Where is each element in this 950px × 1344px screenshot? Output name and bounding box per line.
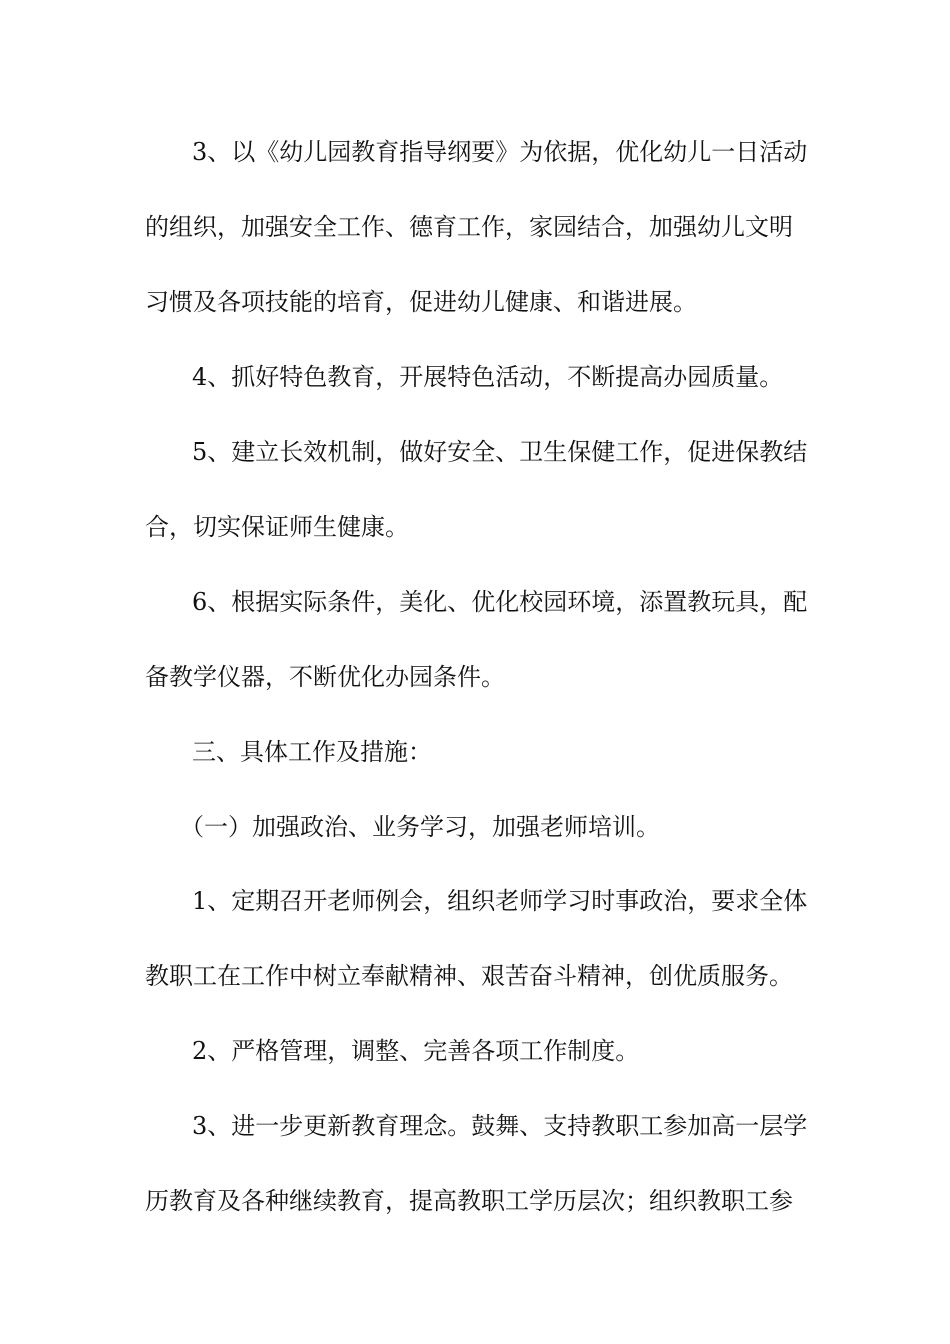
item-1-line-2: 教职工在工作中树立奉献精神、艰苦奋斗精神，创优质服务。 <box>145 962 793 990</box>
item-2: 2、严格管理，调整、完善各项工作制度。 <box>192 1037 640 1065</box>
paragraph-5-line-1: 5、建立长效机制，做好安全、卫生保健工作，促进保教结 <box>192 438 808 466</box>
paragraph-3-line-1: 3、以《幼儿园教育指导纲要》为依据，优化幼儿一日活动 <box>192 138 808 166</box>
paragraph-6-line-2: 备教学仪器，不断优化办园条件。 <box>145 663 505 691</box>
item-3-line-1: 3、进一步更新教育理念。鼓舞、支持教职工参加高一层学 <box>192 1112 808 1140</box>
paragraph-4: 4、抓好特色教育，开展特色活动，不断提高办园质量。 <box>192 363 784 391</box>
item-1-line-1: 1、定期召开老师例会，组织老师学习时事政治，要求全体 <box>192 887 808 915</box>
paragraph-3-line-2: 的组织，加强安全工作、德育工作，家园结合，加强幼儿文明 <box>145 213 793 241</box>
paragraph-6-line-1: 6、根据实际条件，美化、优化校园环境，添置教玩具，配 <box>192 588 808 616</box>
paragraph-3-line-3: 习惯及各项技能的培育，促进幼儿健康、和谐进展。 <box>145 288 697 316</box>
item-3-line-2: 历教育及各种继续教育，提高教职工学历层次；组织教职工参 <box>145 1187 793 1215</box>
section-heading: 三、具体工作及措施： <box>192 738 432 766</box>
paragraph-5-line-2: 合，切实保证师生健康。 <box>145 513 409 541</box>
subsection-heading: （一）加强政治、业务学习，加强老师培训。 <box>180 813 660 841</box>
